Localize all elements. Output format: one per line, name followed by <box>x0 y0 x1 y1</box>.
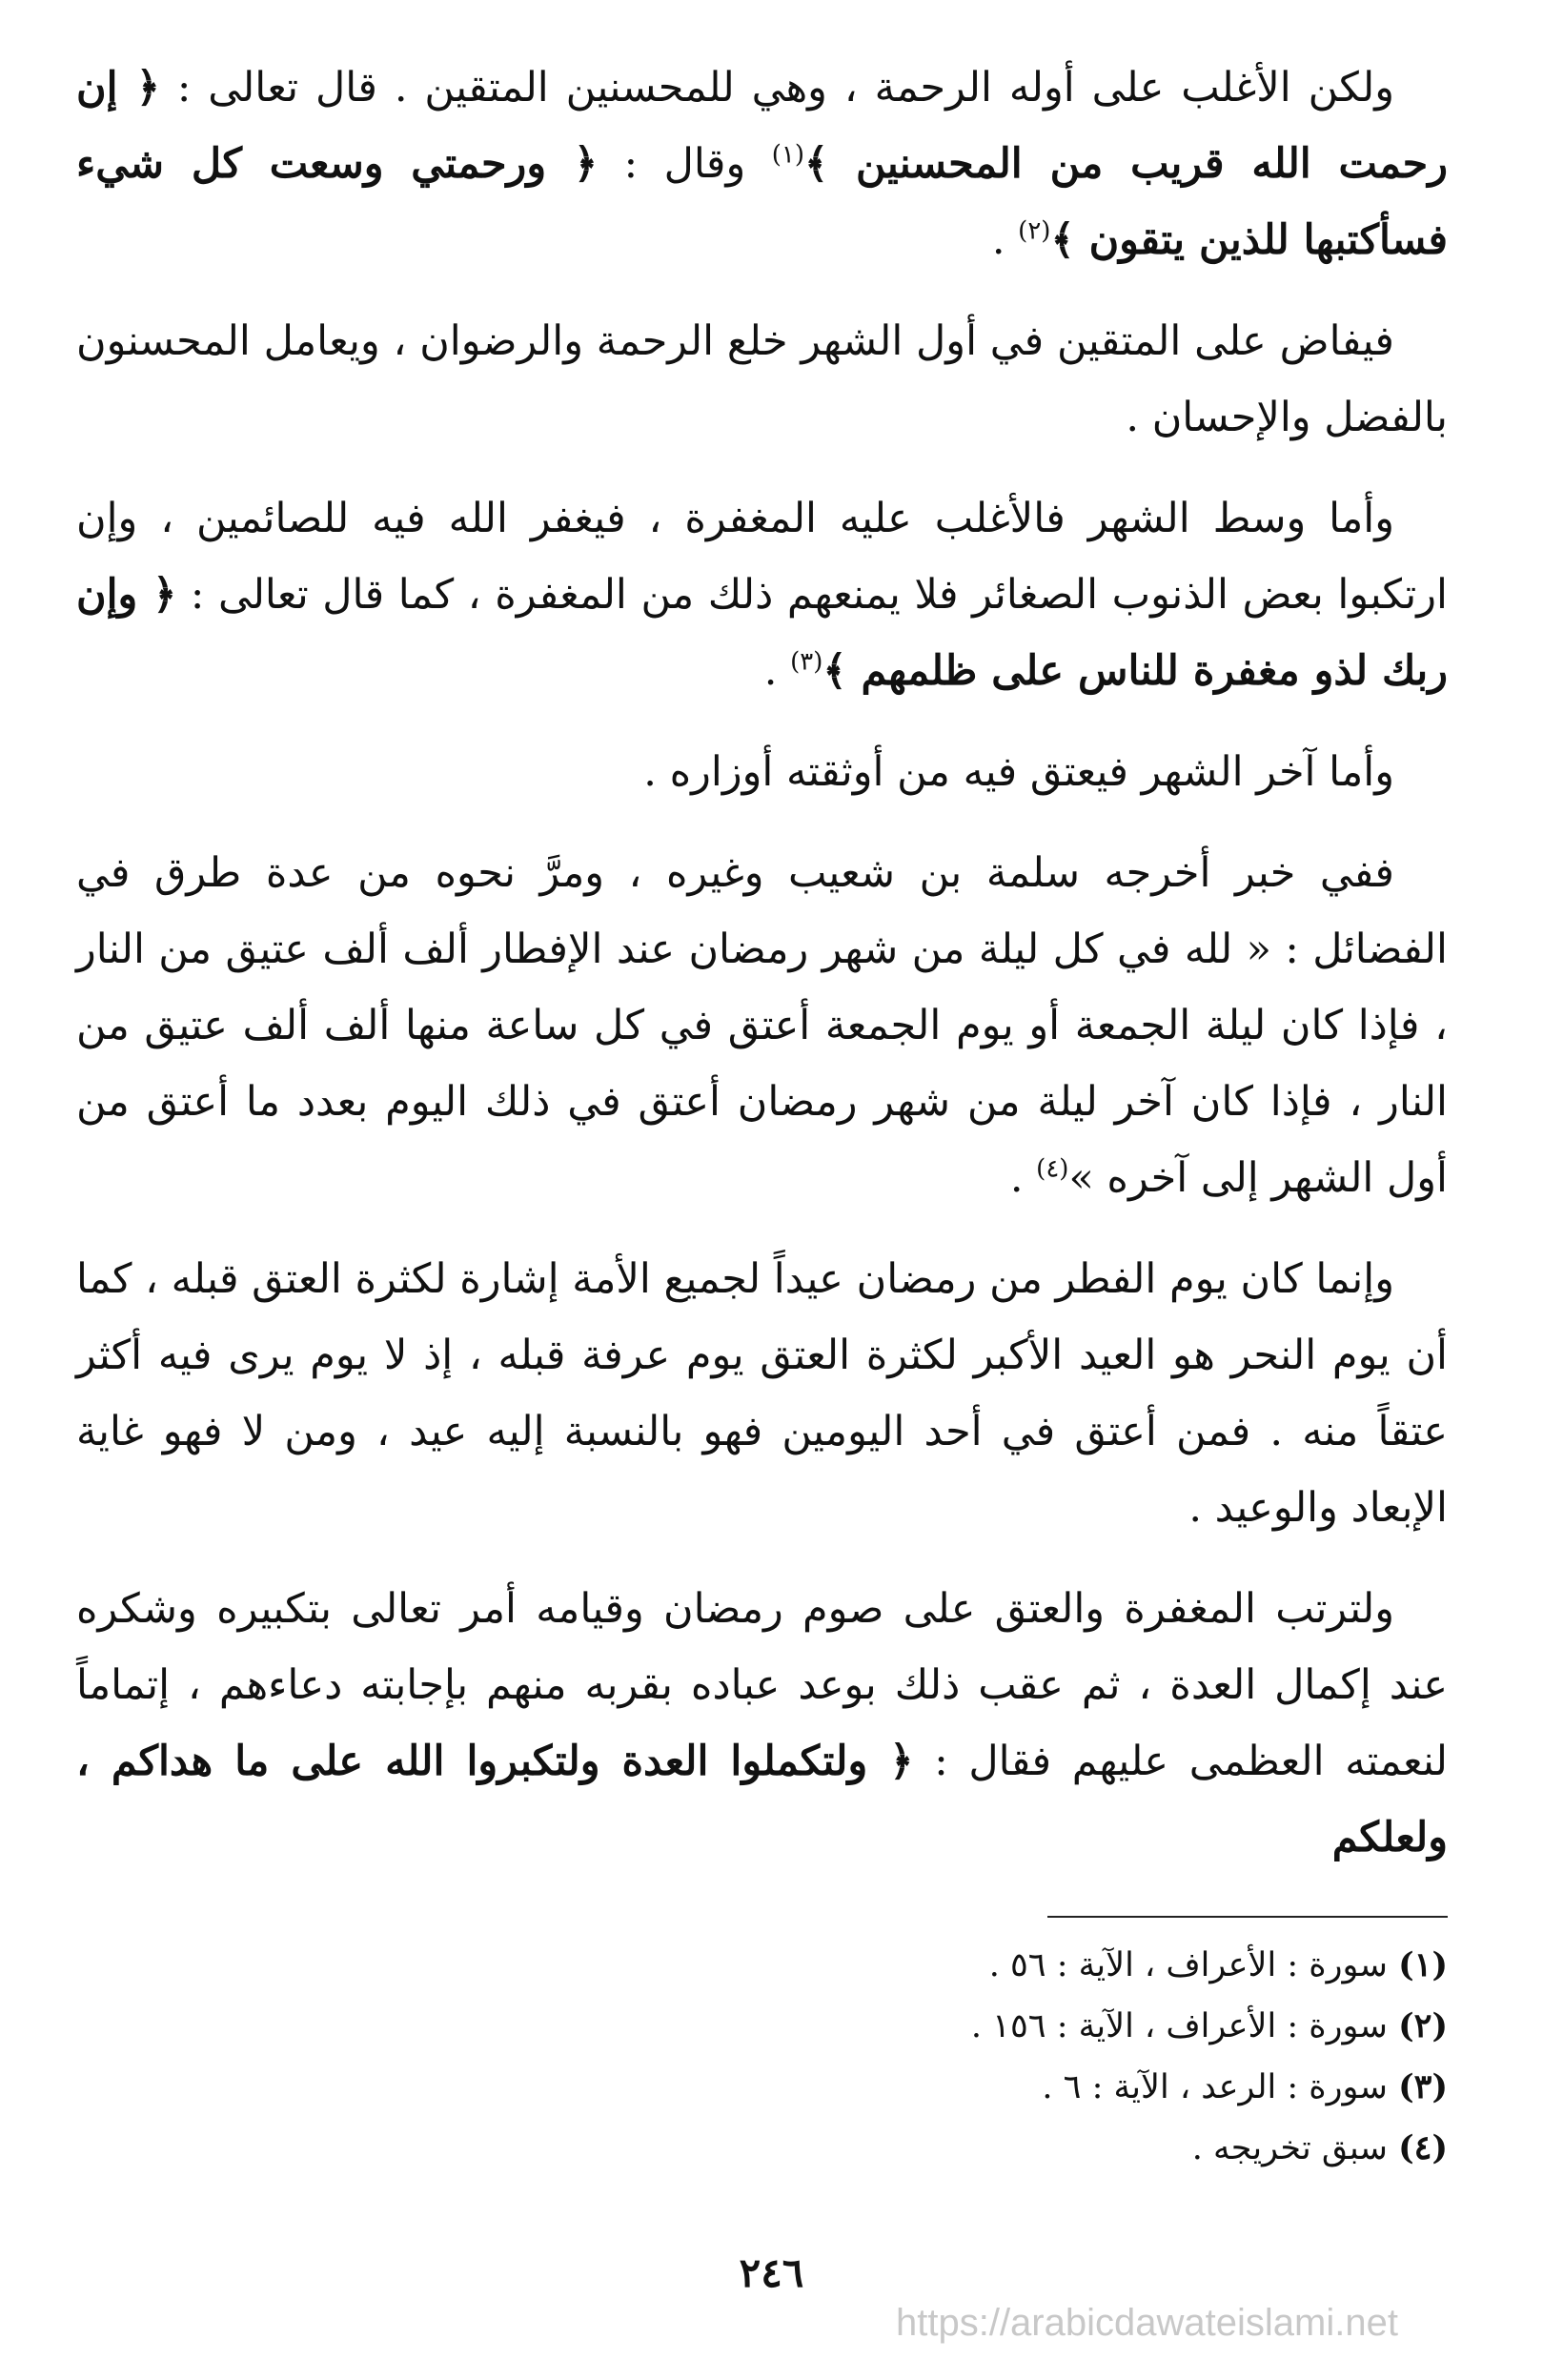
footnote-4 <box>971 2118 1448 2179</box>
paragraph <box>76 1571 1448 1876</box>
paragraph <box>76 480 1448 709</box>
text-run: فيفاض على المتقين في أول الشهر خلع الرحمة والرضوان ، ويعامل المحسنون بالفضل والإحسان . <box>76 317 1448 441</box>
footnote-number: (٢) <box>1398 2006 1448 2045</box>
footnote-reference: (٤) <box>1036 1154 1069 1184</box>
main-text <box>76 50 1448 1901</box>
text-run: ولكن الأغلب على أوله الرحمة ، وهي للمحسنين المتقين . قال تعالى : <box>159 64 1394 112</box>
text-run: . <box>1009 1154 1037 1202</box>
quran-verse: ﴿ ورحمتي وسعت كل شيء فسأكتبها للذين يتقون ﴾ <box>76 140 1448 264</box>
quran-verse: ﴿ إن رحمت الله قريب من المحسنين ﴾ <box>76 64 1448 188</box>
paragraph <box>76 1241 1448 1546</box>
footnote-text: سورة : الرعد ، الآية : ٦ . <box>1042 2068 1388 2106</box>
footnote-text: سورة : الأعراف ، الآية : ٥٦ . <box>988 1946 1388 1984</box>
footnote-reference: (٣) <box>790 647 823 677</box>
footnote-divider <box>1047 1916 1448 1918</box>
text-run: ولترتب المغفرة والعتق على صوم رمضان وقيامه أمر تعالى بتكبيره وشكره عند إكمال العدة ، ثم عقب ذلك بوعد عباده بقربه منهم بإجابته دعاءهم ، إتماماً لنعمته العظمى عليهم فقال : <box>76 1585 1449 1785</box>
paragraph <box>76 303 1448 456</box>
quran-verse: ﴿ ولتكملوا العدة ولتكبروا الله على ما هداكم ، ولعلكم <box>76 1738 1448 1861</box>
text-run: وأما وسط الشهر فالأغلب عليه المغفرة ، فيغفر الله فيه للصائمين ، وإن ارتكبوا بعض الذنوب الصغائر فلا يمنعهم ذلك من المغفرة ، كما قال تعالى : <box>76 495 1448 619</box>
text-run: . <box>991 216 1019 264</box>
footnotes <box>971 1935 1448 2179</box>
paragraph <box>76 734 1448 810</box>
text-run: . <box>763 647 791 695</box>
quran-verse: ﴿ وإن ربك لذو مغفرة للناس على ظلمهم ﴾ <box>76 571 1448 695</box>
text-run: وقال : <box>598 140 772 188</box>
footnote-1 <box>971 1935 1448 1996</box>
watermark: https://arabicdawateislami.net <box>896 2302 1398 2344</box>
footnote-3 <box>971 2057 1448 2118</box>
footnote-number: (٣) <box>1398 2067 1448 2106</box>
page-number: ٢٤٦ <box>739 2249 804 2296</box>
paragraph <box>76 835 1448 1216</box>
footnote-2 <box>971 1996 1448 2057</box>
footnote-reference: (٢) <box>1018 216 1051 246</box>
footnote-number: (١) <box>1398 1945 1448 1984</box>
text-run: وإنما كان يوم الفطر من رمضان عيداً لجميع الأمة إشارة لكثرة العتق قبله ، كما أن يوم النحر هو العيد الأكبر لكثرة العتق يوم عرفة قبله ، إذ لا يوم يرى فيه أكثر عتقاً منه . فمن أعتق في أحد اليومين فهو بالنسبة إليه عيد ، ومن لا فهو غاية الإبعاد والوعيد . <box>76 1255 1448 1532</box>
footnote-text: سورة : الأعراف ، الآية : ١٥٦ . <box>970 2007 1388 2045</box>
text-run: وأما آخر الشهر فيعتق فيه من أوثقته أوزاره . <box>643 748 1394 796</box>
footnote-text: سبق تخريجه . <box>1191 2129 1388 2167</box>
paragraph <box>76 50 1448 278</box>
footnote-number: (٤) <box>1398 2128 1448 2167</box>
text-run: ففي خبر أخرجه سلمة بن شعيب وغيره ، ومرَّ نحوه من عدة طرق في الفضائل : « لله في كل ليلة من شهر رمضان عند الإفطار ألف ألف عتيق من النار ، فإذا كان ليلة الجمعة أو يوم الجمعة أعتق في كل ساعة منها ألف ألف عتيق من النار ، فإذا كان آخر ليلة من شهر رمضان أعتق في ذلك اليوم بعدد ما أعتق من أول الشهر إلى آخره » <box>76 849 1448 1202</box>
footnote-reference: (١) <box>771 140 805 170</box>
